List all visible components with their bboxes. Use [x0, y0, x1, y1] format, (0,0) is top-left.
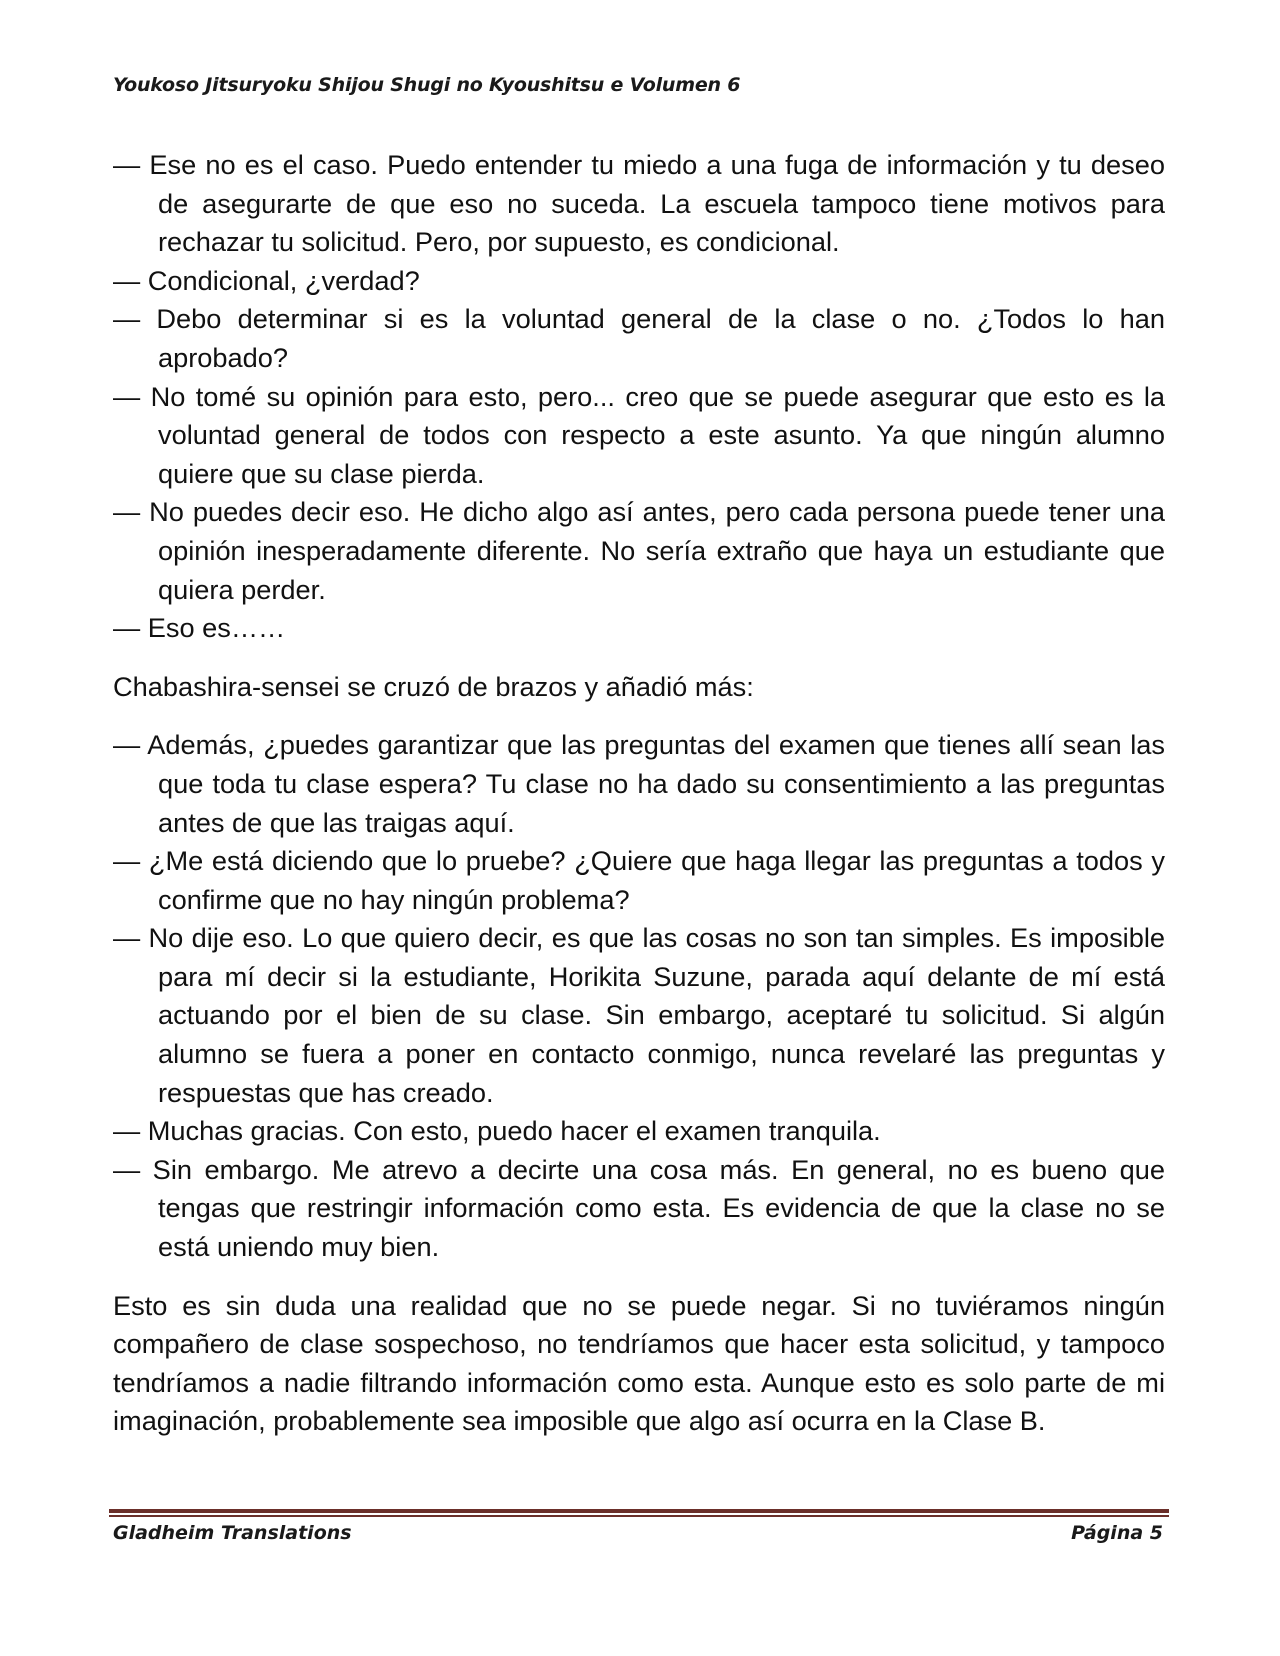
dialogue-line: — No dije eso. Lo que quiero decir, es que las cosas no son tan simples. Es imposible para mí decir si la estudiante, Horikita Suzune, parada aquí delante de mí está actuando por el bien de su clase. Sin embargo, aceptaré tu solicitud. Si algún alumno se fuera a poner en contacto conmigo, nunca revelaré las preguntas y respuestas que has creado. — [113, 922, 1165, 1108]
dialogue-line: — Además, ¿puedes garantizar que las preguntas del examen que tienes allí sean las que toda tu clase espera? Tu clase no ha dado su consentimiento a las preguntas antes de que las traigas aquí. — [113, 729, 1165, 838]
dialogue-line: — Condicional, ¿verdad? — [113, 264, 420, 296]
page-body — [113, 146, 1165, 1441]
footer-page-number: Página 5 — [1071, 1522, 1163, 1544]
footer-translator-credit: Gladheim Translations — [113, 1522, 352, 1544]
dialogue-line: — Muchas gracias. Con esto, puedo hacer el examen tranquila. — [113, 1115, 881, 1147]
footer-divider-thin — [109, 1515, 1169, 1517]
dialogue-line: — ¿Me está diciendo que lo pruebe? ¿Quiere que haga llegar las preguntas a todos y confirme que no hay ningún problema? — [113, 845, 1165, 915]
dialogue-line: — Sin embargo. Me atrevo a decirte una cosa más. En general, no es bueno que tengas que restringir información como esta. Es evidencia de que la clase no se está uniendo muy bien. — [113, 1153, 1165, 1263]
running-header-title: Youkoso Jitsuryoku Shijou Shugi no Kyoushitsu e Volumen 6 — [113, 74, 741, 96]
paragraph-spacer — [113, 1267, 1165, 1287]
dialogue-line: — No tomé su opinión para esto, pero... creo que se puede asegurar que esto es la voluntad general de todos con respecto a este asunto. Ya que ningún alumno quiere que su clase pierda. — [113, 380, 1165, 489]
dialogue-line: — Debo determinar si es la voluntad general de la clase o no. ¿Todos lo han aprobado? — [113, 303, 1165, 373]
dialogue-line: — Eso es…… — [113, 612, 286, 644]
narration-paragraph: Chabashira-sensei se cruzó de brazos y añadió más: — [113, 670, 754, 702]
narration-paragraph: Esto es sin duda una realidad que no se puede negar. Si no tuviéramos ningún compañero de clase sospechoso, no tendríamos que hacer esta solicitud, y tampoco tendríamos a nadie filtrando información como esta. Aunque esto es solo parte de mi imaginación, probablemente sea imposible que algo así ocurra en la Clase B. — [113, 1289, 1165, 1437]
paragraph-spacer — [113, 648, 1165, 668]
paragraph-spacer — [113, 706, 1165, 726]
footer-divider-thick — [109, 1509, 1169, 1513]
dialogue-line: — Ese no es el caso. Puedo entender tu miedo a una fuga de información y tu deseo de asegurarte de que eso no suceda. La escuela tampoco tiene motivos para rechazar tu solicitud. Pero, por supuesto, es condicional. — [113, 149, 1165, 258]
dialogue-line: — No puedes decir eso. He dicho algo así antes, pero cada persona puede tener una opinión inesperadamente diferente. No sería extraño que haya un estudiante que quiera perder. — [113, 496, 1165, 605]
